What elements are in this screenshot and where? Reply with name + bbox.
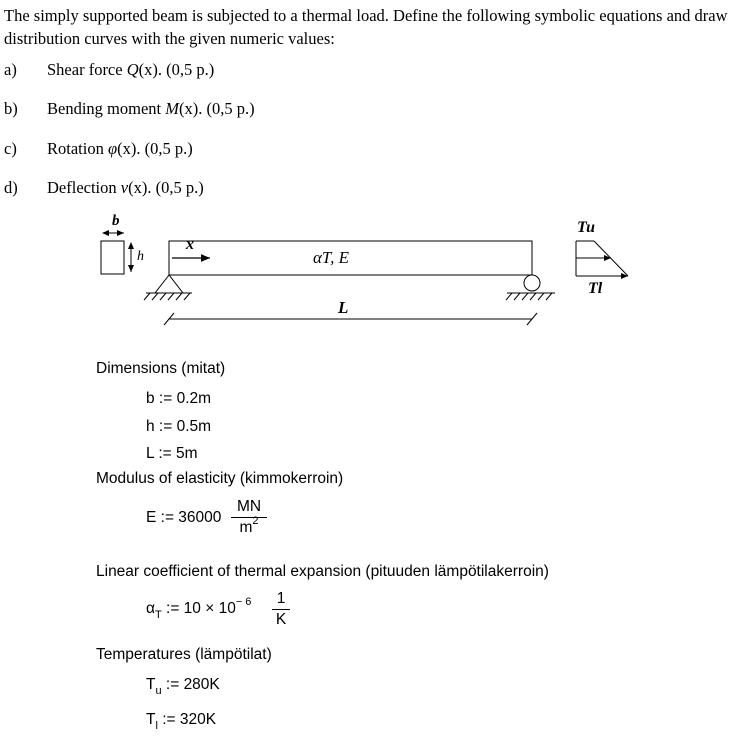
task-label: c) <box>4 139 17 158</box>
alpha-exponent: − 6 <box>235 596 252 608</box>
task-label: a) <box>4 60 17 79</box>
alpha-value: := 10 × 10 <box>161 600 236 617</box>
task-label: b) <box>4 99 18 118</box>
x-axis-label: x <box>186 236 194 253</box>
fraction-bar <box>231 517 267 518</box>
task-symbol: φ <box>107 139 118 158</box>
fraction-bar <box>272 609 290 610</box>
equation-alpha <box>146 596 252 621</box>
equation-L: L := 5m <box>146 445 198 462</box>
equation-Tl <box>146 711 217 732</box>
alpha-subscript: T <box>154 609 162 621</box>
task-suffix: (x). (0,5 p.) <box>179 99 255 118</box>
task-symbol: M <box>165 99 179 118</box>
lower-temperature-label: Tl <box>588 280 603 297</box>
Tl-value: := 320K <box>157 711 217 728</box>
task-text: Shear force <box>47 60 127 79</box>
alpha-unit-numerator: 1 <box>276 590 286 607</box>
equation-h: h := 0.5m <box>146 418 212 435</box>
height-label: h <box>137 249 144 264</box>
equation-E: E := 36000 <box>146 509 222 526</box>
alpha-unit-fraction <box>272 590 290 629</box>
beam-diagram <box>0 205 731 345</box>
task-suffix: (x). (0,5 p.) <box>138 60 215 79</box>
roller-support <box>524 275 540 291</box>
cross-section <box>101 241 124 274</box>
problem-statement: The simply supported beam is subjected to a thermal load. Define the following symbolic equations and draw distribution curves with the given numeric values: <box>4 6 728 48</box>
temperatures-heading: Temperatures (lämpötilat) <box>96 646 272 663</box>
E-unit-numerator: MN <box>236 498 262 515</box>
Tu-subscript: u <box>155 685 162 697</box>
equation-b: b := 0.2m <box>146 390 212 407</box>
task-suffix: (x). (0,5 p.) <box>128 178 204 197</box>
modulus-heading: Modulus of elasticity (kimmokerroin) <box>96 470 344 487</box>
task-symbol: v <box>120 178 129 197</box>
pin-support <box>155 275 183 293</box>
alpha-unit-denominator: K <box>275 611 287 628</box>
width-label: b <box>112 213 120 229</box>
Tl-symbol: T <box>146 711 156 728</box>
task-text: Rotation <box>47 139 108 158</box>
Tl-subscript: l <box>155 720 158 732</box>
alpha-symbol: α <box>146 600 155 617</box>
upper-temperature-label: Tu <box>577 219 596 236</box>
Tu-symbol: T <box>146 676 156 693</box>
span-label: L <box>338 298 349 317</box>
dimensions-heading: Dimensions (mitat) <box>96 360 226 377</box>
beam <box>169 241 532 275</box>
task-suffix: (x). (0,5 p.) <box>117 139 193 158</box>
material-label: αT, E <box>313 248 350 267</box>
task-label: d) <box>4 178 18 197</box>
beam-diagram-svg <box>0 205 731 345</box>
task-text: Bending moment <box>47 99 166 118</box>
task-symbol: Q <box>126 60 139 79</box>
task-text: Deflection <box>47 178 121 197</box>
E-unit-fraction <box>231 498 267 537</box>
equation-Tu <box>146 676 220 697</box>
ground-hatch <box>506 293 552 300</box>
Tu-value: := 280K <box>161 676 220 693</box>
ground-hatch <box>144 293 190 300</box>
E-unit-exponent: 2 <box>252 515 259 527</box>
expansion-heading: Linear coefficient of thermal expansion (pituuden lämpötilakerroin) <box>96 563 549 580</box>
E-unit-denominator: m <box>239 519 253 536</box>
